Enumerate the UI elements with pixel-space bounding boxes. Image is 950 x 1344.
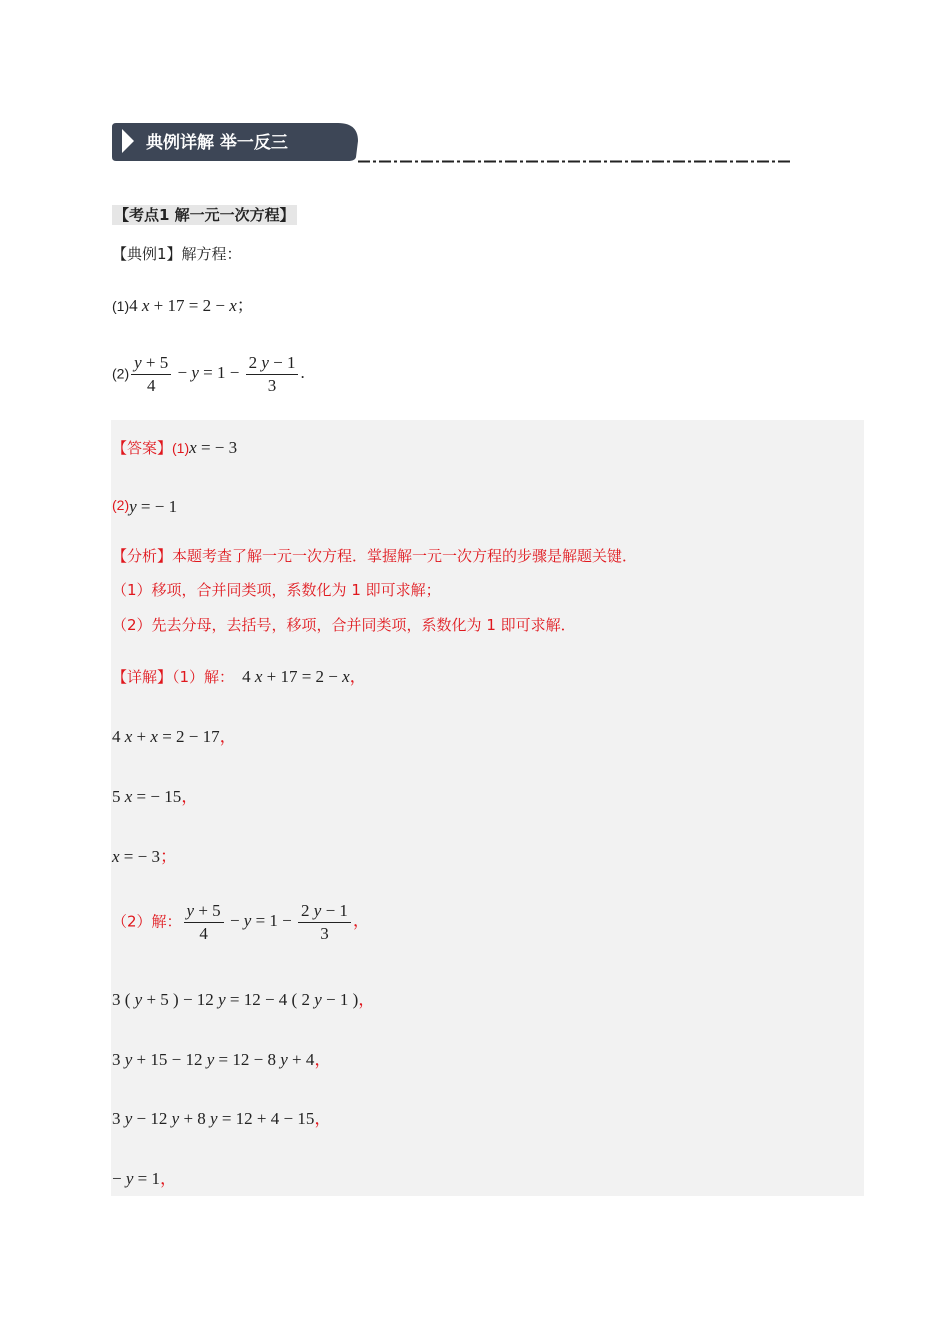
detail-step-2: 4 x + x = 2 − 17， bbox=[112, 727, 237, 746]
detail-step-6: 3 ( y + 5 ) − 12 y = 12 − 4 ( 2 y − 1 )， bbox=[112, 990, 376, 1009]
answer-1-value: x = − 3 bbox=[189, 438, 238, 457]
question-2-equation: $\frac{y + 5}{4}$ − y = 1 − $\frac{2 y - 1}{3}$ . bbox=[129, 363, 305, 382]
answer-2 bbox=[112, 497, 177, 517]
banner-dash-line bbox=[358, 160, 792, 163]
detail-step-3: 5 x = − 15， bbox=[112, 787, 199, 806]
detail-step-7: 3 y + 15 − 12 y = 12 − 8 y + 4， bbox=[112, 1050, 332, 1069]
banner-title: 典例详解 举一反三 bbox=[146, 133, 288, 153]
answer-1 bbox=[112, 437, 237, 458]
question-1 bbox=[112, 291, 254, 316]
detail-step-9: − y = 1， bbox=[112, 1169, 177, 1188]
section-banner bbox=[112, 121, 358, 161]
analysis-step-1: （1）移项，合并同类项，系数化为 1 即可求解； bbox=[112, 581, 441, 599]
detail-part-1-intro bbox=[112, 662, 367, 687]
detail-step-4: x = − 3； bbox=[112, 847, 177, 866]
analysis-text: 本题考查了解一元一次方程．掌握解一元一次方程的步骤是解题关键． bbox=[172, 547, 638, 565]
section-title: 【考点1 解一元一次方程】 bbox=[114, 206, 295, 224]
analysis-step-2: （2）先去分母，去括号，移项，合并同类项，系数化为 1 即可求解． bbox=[112, 616, 576, 634]
example-heading: 【典例1】解方程： bbox=[112, 245, 242, 263]
detail-part-2-label: （2）解： bbox=[112, 912, 182, 931]
question-2 bbox=[112, 353, 305, 396]
answer-1-label: (1) bbox=[172, 440, 190, 456]
detail-step-8: 3 y − 12 y + 8 y = 12 + 4 − 15， bbox=[112, 1109, 332, 1128]
question-2-label: (2) bbox=[112, 365, 130, 382]
detail-step-5: $\frac{y + 5}{4}$ − y = 1 − $\frac{2 y - 1}{3}$ ， bbox=[182, 911, 370, 930]
answer-2-value: y = − 1 bbox=[129, 497, 178, 516]
analysis-tag: 【分析】 bbox=[112, 547, 173, 565]
analysis-line bbox=[112, 545, 637, 566]
question-1-equation: 4 x + 17 = 2 − x； bbox=[129, 296, 254, 315]
detail-part-1-label: （1）解： bbox=[172, 668, 235, 686]
detail-step-1: 4 x + 17 = 2 − x， bbox=[242, 667, 367, 686]
answer-box bbox=[111, 420, 864, 1196]
detail-part-2-intro bbox=[112, 901, 370, 944]
answer-2-label: (2) bbox=[112, 497, 130, 513]
detail-tag: 【详解】 bbox=[112, 668, 173, 686]
answer-tag: 【答案】 bbox=[112, 439, 173, 457]
question-1-label: (1) bbox=[112, 298, 130, 314]
